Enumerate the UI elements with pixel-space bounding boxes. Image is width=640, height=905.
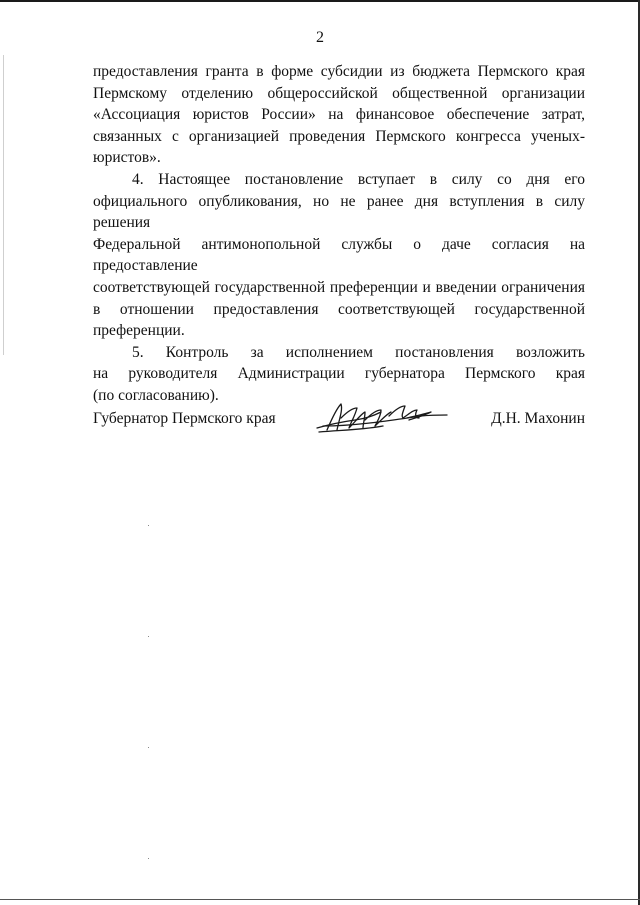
paragraph-3-continuation <box>93 61 585 169</box>
text-line: 5. Контроль за исполнением постановления возложить <box>132 343 585 361</box>
paragraph-4 <box>93 169 585 342</box>
signatory-name: Д.Н. Махонин <box>491 410 585 427</box>
text-line: соответствующей государственной преференции и введении ограничения <box>93 278 585 296</box>
signature-block <box>93 408 585 436</box>
text-line: в отношении предоставления соответствующей государственной <box>93 300 585 318</box>
page-number: 2 <box>316 29 324 46</box>
signatory-title: Губернатор Пермского края <box>93 410 276 427</box>
scan-edge-bottom <box>0 899 640 900</box>
text-line: Пермскому отделению общероссийской общественной организации <box>93 84 585 102</box>
text-line: преференции. <box>93 322 185 340</box>
handwritten-signature <box>311 396 451 440</box>
scan-edge-left <box>3 55 4 355</box>
text-line: юристов». <box>93 149 161 167</box>
text-line: предоставления гранта в форме субсидии из бюджета Пермского края <box>93 63 585 80</box>
scan-speck <box>148 747 149 748</box>
scan-edge-top <box>0 0 640 2</box>
body-text <box>93 61 585 407</box>
text-line: (по согласованию). <box>93 386 219 404</box>
text-line: связанных с организацией проведения Пермского конгресса ученых- <box>93 127 585 145</box>
text-line: Федеральной антимонопольной службы о даче согласия на предоставление <box>93 235 585 275</box>
text-line: официального опубликования, но не ранее дня вступления в силу решения <box>93 192 585 232</box>
scan-speck <box>148 858 149 859</box>
scan-speck <box>148 525 149 526</box>
text-line: «Ассоциация юристов России» на финансовое обеспечение затрат, <box>93 106 585 124</box>
text-line: 4. Настоящее постановление вступает в силу со дня его <box>132 170 585 188</box>
text-line: на руководителя Администрации губернатора Пермского края <box>93 365 585 383</box>
scan-speck <box>148 636 149 637</box>
